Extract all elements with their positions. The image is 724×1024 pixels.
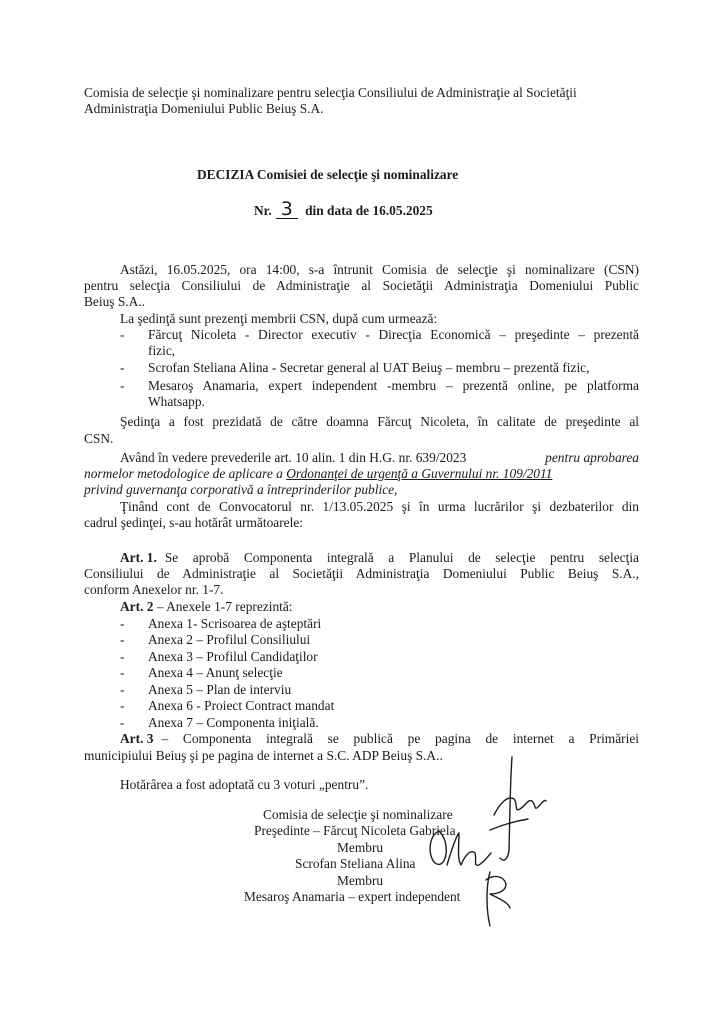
list-dash: -	[120, 715, 125, 730]
article-1-label: Art. 1.	[120, 550, 157, 565]
presided-line-2: CSN.	[84, 431, 114, 446]
article-1-text: Se aprobă Componenta integrală a Planului de selecţie pentru selecţia	[164, 550, 639, 565]
annex-item-6: Anexa 6 - Proiect Contract mandat	[148, 698, 335, 713]
list-dash: -	[120, 665, 125, 680]
signature-president: Preşedinte – Fărcuţ Nicoleta Gabriela	[254, 823, 456, 838]
member-signature-scrofan	[425, 825, 495, 875]
decision-number-line	[254, 200, 433, 219]
legal-basis-text: Având în vedere prevederile art. 10 alin. 1 din H.G. nr. 639/2023	[120, 450, 467, 465]
signature-member-label-2: Membru	[337, 873, 384, 888]
decision-title-bold: DECIZIA	[197, 167, 254, 182]
decision-title-rest: Comisiei de selecţie şi nominalizare	[256, 167, 459, 182]
member-3-line-1: Mesaroş Anamaria, expert independent -membru – prezentă online, pe platforma	[148, 378, 639, 393]
list-dash: -	[120, 649, 125, 664]
list-dash: -	[120, 698, 125, 713]
legal-basis-line-2	[84, 466, 552, 482]
list-dash: -	[120, 632, 125, 647]
article-2-line	[120, 599, 293, 615]
legal-basis-line-3: privind guvernanţa corporativă a întreprinderilor publice,	[84, 482, 398, 497]
legal-basis-italic: pentru aprobarea	[545, 450, 639, 465]
intro-line-3: Beiuş S.A..	[84, 294, 146, 309]
annex-item-5: Anexa 5 – Plan de interviu	[148, 682, 292, 697]
ordinance-link[interactable]: Ordonanţei de urgenţă a Guvernului nr. 109/2011	[286, 466, 553, 481]
article-2-label: Art. 2	[120, 599, 154, 614]
annex-item-3: Anexa 3 – Profilul Candidaţilor	[148, 649, 318, 664]
annex-item-2: Anexa 2 – Profilul Consiliului	[148, 632, 311, 647]
list-dash: -	[120, 360, 125, 375]
signature-member-1: Scrofan Steliana Alina	[295, 856, 416, 871]
decision-nr-label: Nr.	[254, 203, 272, 218]
intro-line-1: Astăzi, 16.05.2025, ora 14:00, s-a întrunit Comisia de selecţie şi nominalizare (CSN)	[120, 262, 639, 277]
signature-member-label-1: Membru	[337, 840, 384, 855]
legal-basis-norms: normelor metodologice de aplicare a	[84, 466, 283, 481]
header-line-2: Administraţia Domeniului Public Beiuş S.A.	[84, 101, 324, 116]
annex-item-7: Anexa 7 – Componenta iniţială.	[148, 715, 319, 730]
list-dash: -	[120, 682, 125, 697]
members-intro: La şedinţă sunt prezenţi membrii CSN, după cum urmează:	[120, 311, 438, 326]
annex-item-1: Anexa 1- Scrisoarea de aşteptări	[148, 616, 322, 631]
header-line-1: Comisia de selecţie şi nominalizare pentru selecţia Consiliului de Administraţie al Societăţii	[84, 85, 577, 100]
member-2-line-1: Scrofan Steliana Alina - Secretar general al UAT Beiuş – membru – prezentă fizic,	[148, 360, 590, 375]
decision-title	[197, 167, 458, 183]
decision-nr-value: 3	[276, 200, 298, 219]
convocation-line-2: cadrul şedinţei, s-au hotărât următoarele:	[84, 515, 303, 530]
member-3-line-2: Whatsapp.	[148, 394, 205, 409]
article-3-line-1	[120, 731, 639, 747]
article-3-line-2: municipiului Beiuş şi pe pagina de internet a S.C. ADP Beiuş S.A..	[84, 748, 443, 763]
vote-result: Hotărârea a fost adoptată cu 3 voturi „pentru”.	[120, 777, 369, 792]
signature-commission: Comisia de selecţie şi nominalizare	[263, 807, 453, 822]
signature-member-2: Mesaroş Anamaria – expert independent	[244, 889, 461, 904]
member-1-line-1: Fărcuţ Nicoleta - Director executiv - Direcţia Economică – preşedinte – prezentă	[148, 327, 639, 342]
article-1-line-2: Consiliului de Administraţie al Societăţii Administraţia Domeniului Public Beiuş S.A.,	[84, 566, 639, 581]
article-1-line-1	[120, 550, 639, 566]
decision-date: din data de 16.05.2025	[305, 203, 433, 218]
legal-basis-line-1	[120, 450, 639, 466]
intro-line-2: pentru selecţia Consiliului de Administraţie al Societăţii Administraţia Domeniului Public	[84, 278, 639, 293]
annex-item-4: Anexa 4 – Anunţ selecţie	[148, 665, 283, 680]
convocation-line-1: Ţinând cont de Convocatorul nr. 1/13.05.2025 şi în urma lucrărilor şi dezbaterilor din	[120, 499, 639, 514]
article-2-text: – Anexele 1-7 reprezintă:	[156, 599, 293, 614]
list-dash: -	[120, 616, 125, 631]
member-1-line-2: fizic,	[148, 343, 176, 358]
presided-line-1: Şedinţa a fost prezidată de către doamna Fărcuţ Nicoleta, în calitate de preşedinte al	[120, 414, 639, 429]
member-signature-mesaros	[478, 870, 518, 930]
list-dash: -	[120, 378, 125, 393]
article-3-label: Art. 3	[120, 731, 154, 746]
article-1-line-3: conform Anexelor nr. 1-7.	[84, 582, 224, 597]
article-3-text: – Componenta integrală se publică pe pagina de internet a Primăriei	[161, 731, 639, 746]
list-dash: -	[120, 327, 125, 342]
